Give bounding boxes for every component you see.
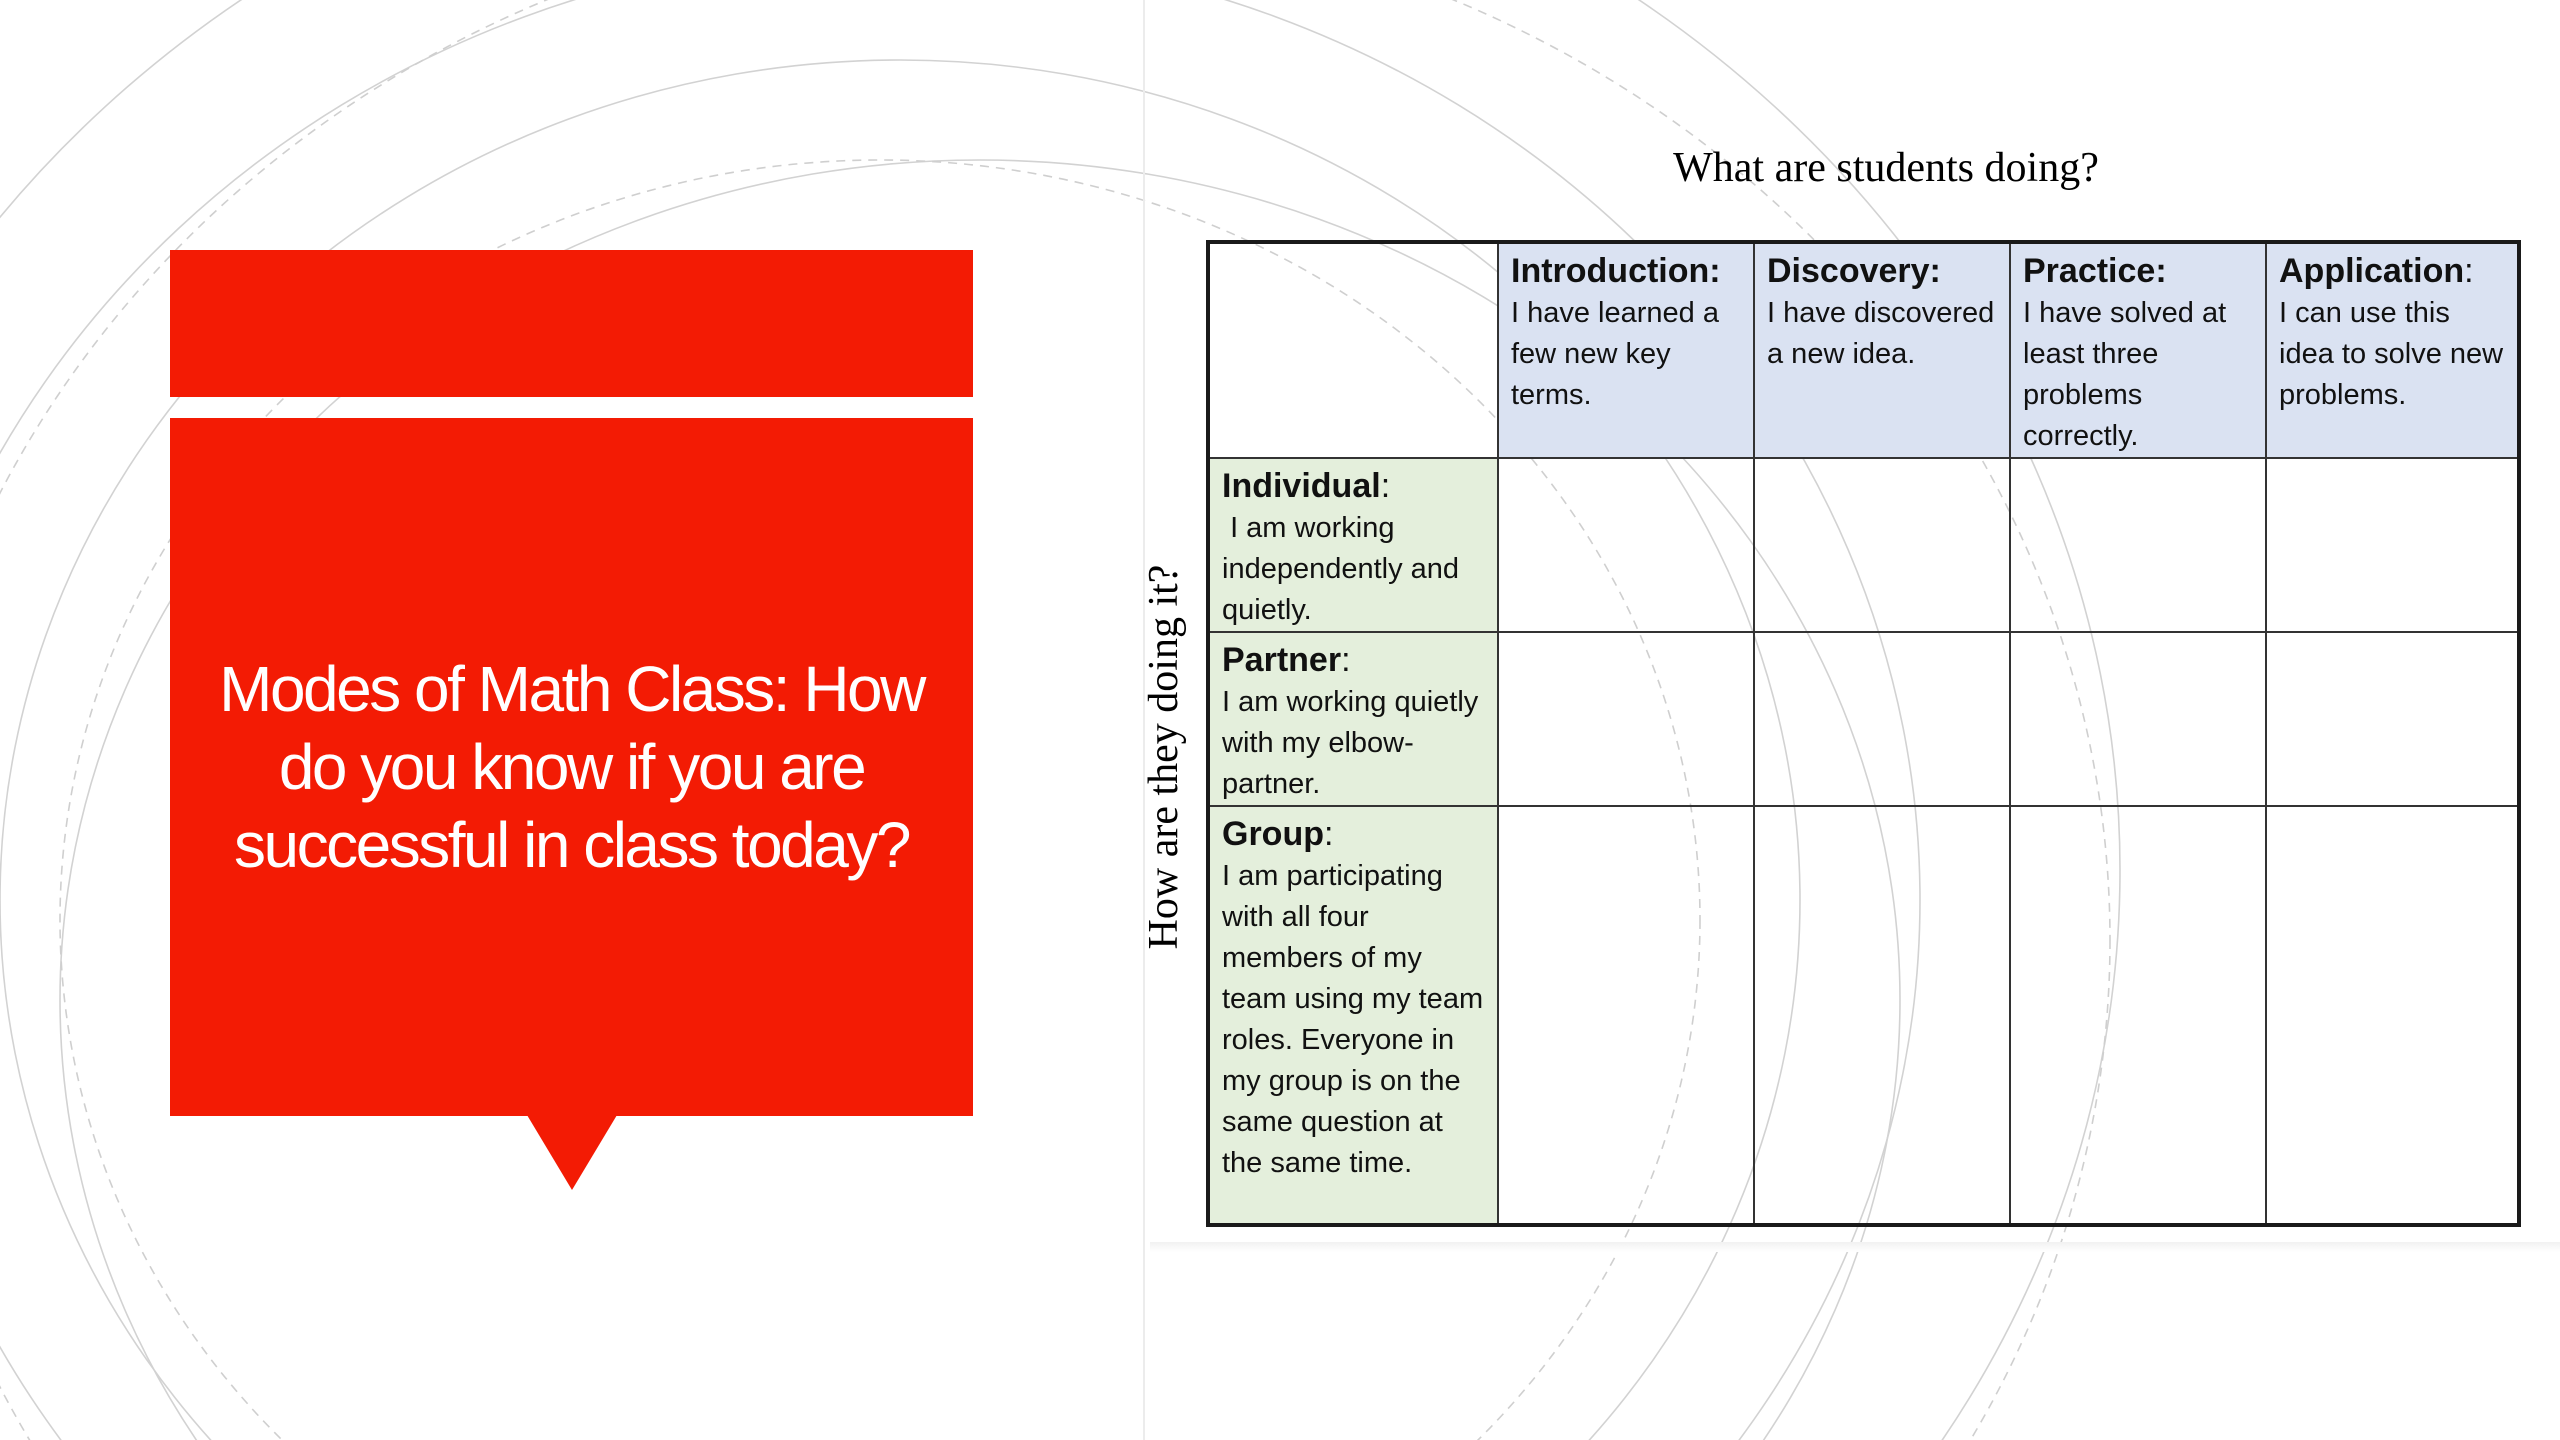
slide-title: Modes of Math Class: How do you know if you are successful in class today? [219,653,924,881]
row-header-group [1210,807,1499,1223]
column-header-title: Practice: [2023,252,2167,290]
column-header-practice [2011,244,2267,459]
table-cell [1755,807,2011,1223]
table-row-heading [1141,497,1187,1017]
row-header-title-text: Individual [1222,467,1381,505]
table-cell [2267,459,2517,633]
column-header-body: I can use this idea to solve new problems. [2279,297,2504,411]
column-header-discovery [1755,244,2011,459]
table-cell [1755,633,2011,807]
table-cell [1499,807,1755,1223]
row-header-colon: : [1341,641,1351,679]
column-header-body: I have learned a few new key terms. [1511,297,1719,411]
table-cell [1755,459,2011,633]
row-header-colon: : [1323,815,1334,853]
column-header-title: Discovery: [1767,252,1941,290]
modes-table [1206,240,2521,1227]
row-header-title [1222,639,1485,682]
table-cell [1499,633,1755,807]
row-header-title-text: Partner [1222,641,1342,679]
row-header-individual [1210,459,1499,633]
row-header-title [1222,813,1485,856]
table-cell [2011,459,2267,633]
column-header-title: Introduction: [1511,252,1721,290]
table-cell [2011,807,2267,1223]
title-accent-strip [170,250,973,397]
callout-pointer [527,1115,617,1190]
column-header-introduction [1499,244,1755,459]
row-header-colon: : [1380,467,1391,505]
row-header-body: I am working quietly with my elbow-partner. [1222,686,1479,800]
table-row-heading-text: How are they doing it? [1141,564,1187,950]
row-header-partner [1210,633,1499,807]
table-cell [2011,633,2267,807]
table-cell [2267,633,2517,807]
panel-bottom-shadow [1150,1242,2560,1252]
column-header-title-text: Application [2279,252,2465,290]
table-corner-cell [1210,244,1499,459]
row-header-body: I am participating with all four members of my team using my team roles. Everyone in my group is on the same question at the same time. [1222,860,1484,1179]
column-header-body: I have discovered a new idea. [1767,297,1995,370]
column-header-colon: : [2464,252,2474,290]
row-header-title [1222,465,1485,508]
column-header-title [2279,250,2505,293]
row-header-body: I am working independently and quietly. [1222,512,1468,626]
column-header-application [2267,244,2517,459]
slide-title-area [170,418,973,1116]
column-header-body: I have solved at least three problems correctly. [2023,297,2227,452]
table-cell [2267,807,2517,1223]
row-header-title-text: Group [1222,815,1324,853]
table-cell [1499,459,1755,633]
table-column-heading: What are students doing? [1673,145,2099,191]
